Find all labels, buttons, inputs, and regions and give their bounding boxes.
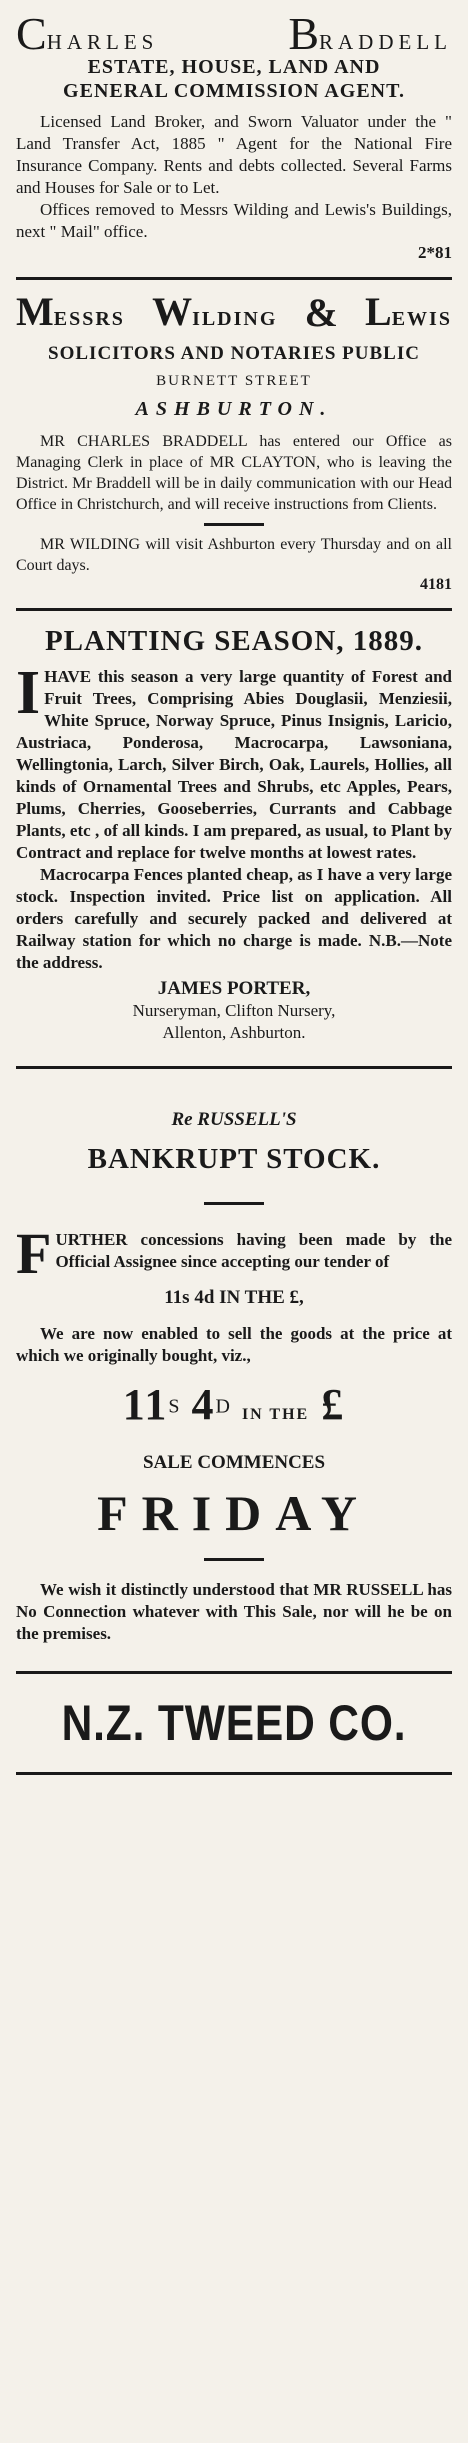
short-divider (204, 1202, 264, 1205)
wilding-lewis-paragraph-2: MR WILDING will visit Ashburton every Thursday and on all Court days. (16, 536, 452, 574)
braddell-code: 2*81 (418, 243, 452, 262)
heading-lewis: LEWIS (365, 289, 452, 334)
wilding-lewis-subheading: SOLICITORS AND NOTARIES PUBLIC (48, 343, 420, 364)
bankrupt-paragraph-1: FURTHER concessions having been made by the Official Assignee since accepting our tender of (16, 1221, 452, 1286)
braddell-subheading-2: GENERAL COMMISSION AGENT. (63, 80, 405, 102)
braddell-heading (16, 8, 452, 59)
wilding-lewis-paragraph-1: MR CHARLES BRADDELL has entered our Office as Managing Clerk in place of MR CLAYTON, who is leaving the District. Mr Braddell will be in daily communication with our Head Office in Christchurch, and will receive instructions from Clients. (16, 433, 452, 513)
divider (16, 608, 452, 611)
heading-ampersand: & (304, 290, 338, 335)
bankrupt-title: BANKRUPT STOCK. (87, 1143, 381, 1175)
heading-first-name: CHARLES (16, 8, 159, 59)
sale-commences: SALE COMMENCES (142, 1452, 326, 1473)
wilding-lewis-advert (16, 289, 452, 594)
planting-paragraph-2: Macrocarpa Fences planted cheap, as I have a very large stock. Inspection invited. Price list on application. All orders carefully and securely packed and delivered at Railway station for which no charge is made. N.B.—Note the address. (16, 865, 452, 972)
braddell-subheading-1: ESTATE, HOUSE, LAND AND (87, 56, 381, 78)
footer-box (16, 1671, 452, 1775)
sale-day: FRIDAY (97, 1485, 371, 1541)
divider (16, 1066, 452, 1069)
braddell-paragraph-2: Offices removed to Messrs Wilding and Lewis's Buildings, next " Mail" office. (16, 200, 452, 241)
wilding-lewis-heading (16, 289, 452, 335)
drop-cap: I (16, 659, 41, 727)
footer-company: N.Z. TWEED CO. (61, 1695, 407, 1751)
planting-signature-name: JAMES PORTER, (157, 978, 311, 999)
planting-paragraph-1: IHAVE this season a very large quantity of Forest and Fruit Trees, Comprising Abies Douglasii, Menziesii, White Spruce, Norway Spruce, Pinus Insignis, Laricio, Austriaca, Ponderosa, Macrocarpa, Lawsoniana, Wellingtonia, Larch, Silver Birch, Oak, Laurels, Hollies, all kinds of Ornamental Trees and Shrubs, etc Apples, Pears, Plums, Cherries, Gooseberries, Currants and Cabbage Plants, etc , of all kinds. I am prepared, as usual, to Plant by Contract and replace for twelve months at lowest rates. (16, 659, 452, 862)
heading-last-name: BRADDELL (288, 8, 452, 59)
planting-season-advert (16, 625, 452, 1044)
planting-signature-place-2: Allenton, Ashburton. (162, 1023, 306, 1042)
planting-title: PLANTING SEASON, 1889. (44, 625, 424, 657)
bankrupt-re-line: Re RUSSELL'S (171, 1109, 297, 1130)
drop-cap: F (16, 1221, 52, 1286)
divider (16, 277, 452, 280)
wilding-lewis-town: ASHBURTON. (135, 398, 333, 420)
bankrupt-paragraph-3: We wish it distinctly understood that MR RUSSELL has No Connection whatever with This Sale, nor will he be on the premises. (16, 1580, 452, 1643)
braddell-paragraph-1: Licensed Land Broker, and Sworn Valuator under the " Land Transfer Act, 1885 " Agent for the National Fire Insurance Company. Rents and debts collected. Several Farms and Houses for Sale or to Let. (16, 112, 452, 197)
tender-price: 11s 4d IN THE £, (164, 1287, 304, 1308)
heading-wilding: WILDING (152, 289, 278, 334)
short-divider (204, 523, 264, 526)
planting-signature-place-1: Nurseryman, Clifton Nursery, (132, 1001, 336, 1020)
bankrupt-paragraph-2: We are now enabled to sell the goods at the price at which we originally bought, viz., (16, 1324, 452, 1365)
braddell-advert (16, 8, 452, 263)
heading-messrs: MESSRS (16, 289, 125, 334)
short-divider (204, 1558, 264, 1561)
bankrupt-stock-advert (16, 1109, 452, 1775)
wilding-lewis-street: BURNETT STREET (156, 373, 312, 389)
sale-price: $11^S$ $4^D$ IN THE £ (122, 1380, 346, 1429)
wilding-lewis-code: 4181 (420, 576, 452, 593)
